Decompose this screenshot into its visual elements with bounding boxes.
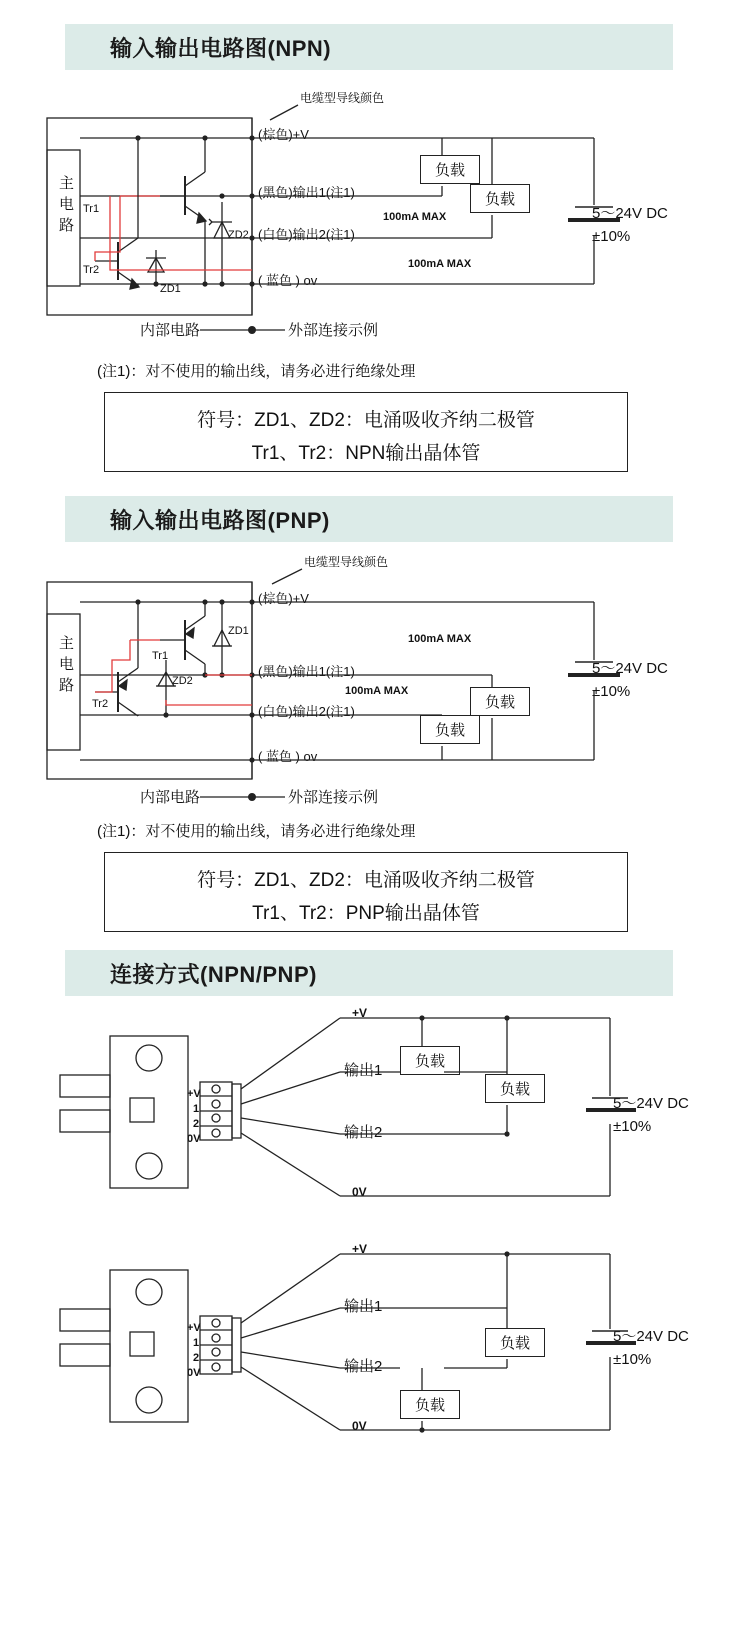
npn-load-0: 负载 <box>420 155 480 184</box>
npn-load-1: 负载 <box>470 184 530 213</box>
npn-transistor-1: Tr2 <box>83 264 100 276</box>
conn2-supply-label: 5～24V DC <box>613 1328 689 1345</box>
npn-wire-label-0: (棕色)+V <box>258 127 309 142</box>
npn-outer-label: 外部连接示例 <box>288 322 379 339</box>
npn-current-label-1: 100mA MAX <box>408 258 472 270</box>
npn-legend-line1: 符号：ZD1、ZD2：电涌吸收齐纳二极管 <box>197 410 535 431</box>
pnp-load-0: 负载 <box>470 687 530 716</box>
npn-current-label-0: 100mA MAX <box>383 211 447 223</box>
pnp-outer-label: 外部连接示例 <box>288 789 379 806</box>
conn1-supply-label: 5～24V DC <box>613 1095 689 1112</box>
pnp-current-label-1: 100mA MAX <box>345 685 409 697</box>
conn2-load-0: 负载 <box>485 1328 545 1357</box>
section-title-conn: 连接方式(NPN/PNP) <box>110 961 317 987</box>
conn1-wire-label-1: 输出1 <box>344 1062 383 1079</box>
header-accent-bar <box>57 496 65 542</box>
conn2-wire-label-0: +V <box>352 1242 368 1256</box>
npn-transistor-0: Tr1 <box>83 203 100 215</box>
section-header-npn <box>57 24 673 70</box>
conn2-pin-2: 2 <box>193 1352 200 1364</box>
npn-legend-line2: Tr1、Tr2：NPN输出晶体管 <box>251 443 481 464</box>
header-accent-bar <box>57 24 65 70</box>
section-title-pnp: 输入输出电路图(PNP) <box>110 507 330 533</box>
conn1-supply-tolerance: ±10% <box>613 1118 652 1135</box>
conn2-pin-0: +V <box>187 1322 201 1334</box>
pnp-wire-label-3: ( 蓝色 ) ov <box>258 749 318 764</box>
conn1-pin-0: +V <box>187 1088 201 1100</box>
npn-supply-label: 5～24V DC <box>592 205 668 222</box>
pnp-wire-label-0: (棕色)+V <box>258 591 309 606</box>
pnp-legend-line2: Tr1、Tr2：PNP输出晶体管 <box>252 903 480 924</box>
npn-cable-color-label: 电缆型导线颜色 <box>300 91 385 105</box>
conn2-supply-tolerance: ±10% <box>613 1351 652 1368</box>
section-header-conn <box>57 950 673 996</box>
conn1-pin-3: 0V <box>187 1133 201 1145</box>
npn-supply-tolerance: ±10% <box>592 228 631 245</box>
conn1-load-1: 负载 <box>485 1074 545 1103</box>
pnp-zener-1: ZD2 <box>172 675 193 687</box>
conn1-pin-2: 2 <box>193 1118 200 1130</box>
pnp-supply-tolerance: ±10% <box>592 683 631 700</box>
conn1-wire-label-2: 输出2 <box>344 1124 383 1141</box>
npn-zener-0: ZD2 <box>228 229 249 241</box>
conn2-pin-3: 0V <box>187 1367 201 1379</box>
conn2-wire-label-2: 输出2 <box>344 1358 383 1375</box>
pnp-note: (注1)：对不使用的输出线，请务必进行绝缘处理 <box>97 823 416 840</box>
pnp-legend-box <box>104 852 628 932</box>
npn-wire-label-3: ( 蓝色 ) ov <box>258 273 318 288</box>
pnp-legend-line1: 符号：ZD1、ZD2：电涌吸收齐纳二极管 <box>197 870 535 891</box>
conn1-pin-1: 1 <box>193 1103 200 1115</box>
npn-inner-label: 内部电路 <box>140 322 201 339</box>
npn-wire-label-2: (白色)输出2(注1) <box>258 227 355 242</box>
conn2-wire-label-1: 输出1 <box>344 1298 383 1315</box>
conn2-pin-1: 1 <box>193 1337 200 1349</box>
pnp-supply-label: 5～24V DC <box>592 660 668 677</box>
pnp-wire-label-1: (黑色)输出1(注1) <box>258 664 355 679</box>
pnp-wire-label-2: (白色)输出2(注1) <box>258 704 355 719</box>
header-accent-bar <box>57 950 65 996</box>
pnp-zener-0: ZD1 <box>228 625 249 637</box>
pnp-transistor-1: Tr2 <box>92 698 109 710</box>
npn-note: (注1)：对不使用的输出线，请务必进行绝缘处理 <box>97 363 416 380</box>
conn1-wire-label-3: 0V <box>352 1185 367 1199</box>
npn-main-circuit-label: 主电路 <box>57 175 74 238</box>
pnp-transistor-0: Tr1 <box>152 650 169 662</box>
section-header-pnp <box>57 496 673 542</box>
npn-wire-label-1: (黑色)输出1(注1) <box>258 185 355 200</box>
conn1-wire-label-0: +V <box>352 1006 368 1020</box>
pnp-load-1: 负载 <box>420 715 480 744</box>
pnp-inner-label: 内部电路 <box>140 789 201 806</box>
pnp-main-circuit-label: 主电路 <box>57 635 74 698</box>
section-title-npn: 输入输出电路图(NPN) <box>110 35 332 61</box>
npn-zener-1: ZD1 <box>160 283 181 295</box>
pnp-current-label-0: 100mA MAX <box>408 633 472 645</box>
conn2-load-1: 负载 <box>400 1390 460 1419</box>
conn1-load-0: 负载 <box>400 1046 460 1075</box>
npn-legend-box <box>104 392 628 472</box>
pnp-cable-color-label: 电缆型导线颜色 <box>304 555 389 569</box>
conn2-wire-label-3: 0V <box>352 1419 367 1433</box>
